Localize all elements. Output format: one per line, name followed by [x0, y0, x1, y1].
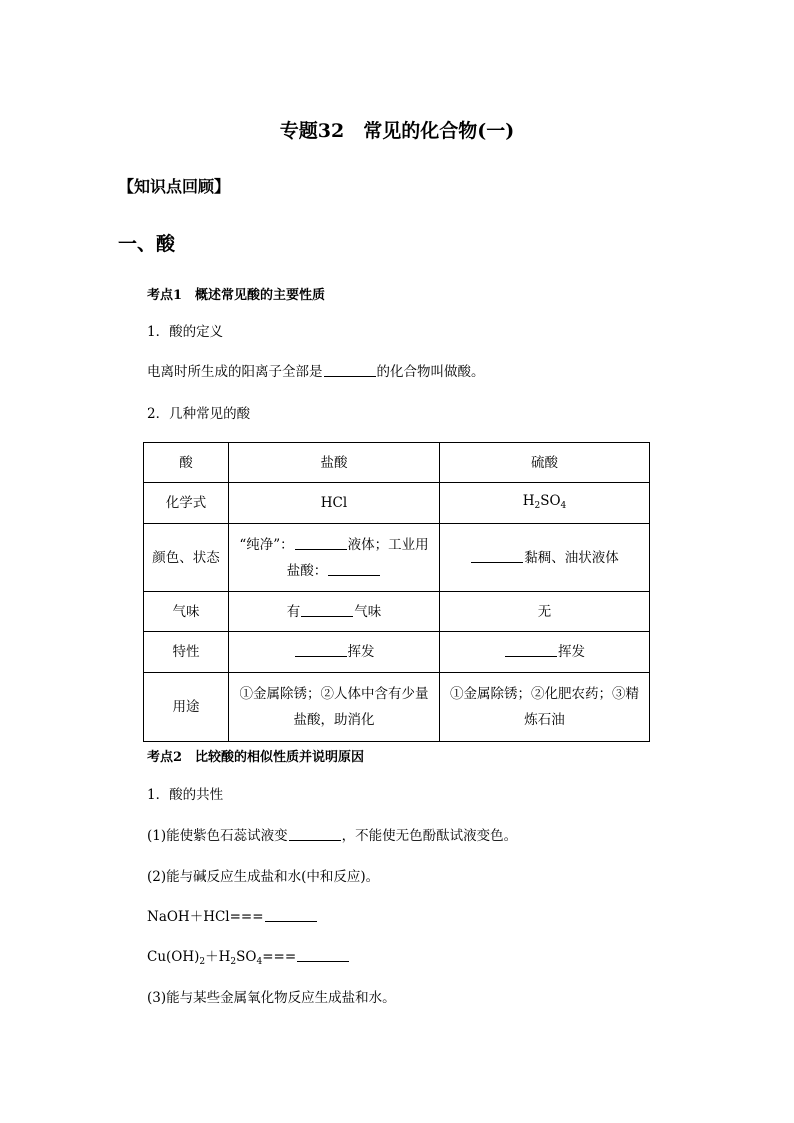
hcl-smell	[229, 592, 440, 632]
answer-blank[interactable]	[297, 949, 349, 962]
common-acids-heading: 2．几种常见的酸	[147, 406, 251, 422]
hcl-use-line: 盐酸，助消化	[293, 712, 375, 728]
hcl-formula: HCl	[229, 483, 440, 524]
hcl-color-text: “纯净”：	[239, 536, 294, 553]
use-label: 用途	[144, 673, 229, 742]
item-1-text: (1)能使紫色石蕊试液变	[147, 828, 288, 844]
section-heading-review: 【知识点回顾】	[118, 177, 231, 196]
table-row	[144, 524, 650, 592]
property-label: 特性	[144, 632, 229, 673]
equation-subscript: 4	[256, 957, 263, 967]
h2so4-color-state	[440, 524, 650, 592]
equation-part: SO	[236, 949, 257, 965]
table-row	[144, 632, 650, 673]
equation-part: ＋H	[205, 949, 231, 965]
answer-blank[interactable]	[265, 909, 317, 922]
equation-cuoh2-h2so4	[147, 945, 350, 967]
table-row	[144, 483, 650, 524]
equation-text: NaOH＋HCl===	[147, 909, 264, 925]
page-title: 专题32 常见的化合物(一)	[279, 120, 515, 142]
smell-label: 气味	[144, 592, 229, 632]
key-point-2-label: 考点2 比较酸的相似性质并说明原因	[147, 750, 365, 765]
h2so4-color-text: 黏稠、油状液体	[524, 549, 619, 566]
answer-blank[interactable]	[328, 563, 380, 576]
formula-part: H	[522, 492, 535, 509]
equation-part: ===	[262, 949, 297, 965]
section-heading-acid: 一、酸	[118, 233, 176, 255]
answer-blank[interactable]	[471, 550, 523, 563]
acid-definition-heading: 1．酸的定义	[147, 324, 224, 340]
answer-blank[interactable]	[289, 828, 341, 841]
header-h2so4: 硫酸	[440, 443, 650, 483]
formula-label: 化学式	[144, 483, 229, 524]
acid-comparison-table	[143, 442, 650, 742]
header-hcl: 盐酸	[229, 443, 440, 483]
h2so4-use-line: ①金属除锈；②化肥农药；③精	[450, 686, 639, 702]
answer-blank[interactable]	[505, 644, 557, 657]
h2so4-formula	[440, 483, 650, 524]
hcl-property	[229, 632, 440, 673]
hcl-color-text: 盐酸：	[286, 562, 328, 579]
answer-blank[interactable]	[295, 537, 347, 550]
key-point-1-label: 考点1 概述常见酸的主要性质	[147, 288, 326, 303]
equation-subscript: 2	[199, 957, 206, 967]
h2so4-property-text: 挥发	[558, 644, 585, 660]
header-acid: 酸	[144, 443, 229, 483]
equation-naoh-hcl	[147, 905, 318, 925]
hcl-property-text: 挥发	[347, 644, 375, 660]
answer-blank[interactable]	[295, 644, 347, 657]
formula-subscript: 4	[560, 500, 567, 511]
answer-blank[interactable]	[324, 364, 376, 377]
hcl-use	[229, 673, 440, 742]
hcl-use-line: ①金属除锈；②人体中含有少量	[239, 686, 429, 702]
hcl-smell-text: 有	[286, 603, 301, 620]
h2so4-property	[440, 632, 650, 673]
formula-part: SO	[540, 492, 561, 509]
definition-text-before: 电离时所生成的阳离子全部是	[147, 364, 323, 380]
equation-subscript: 2	[230, 957, 237, 967]
hcl-color-state	[229, 524, 440, 592]
hcl-color-text: 液体；工业用	[347, 536, 429, 553]
equation-part: Cu(OH)	[147, 949, 200, 965]
commonality-item-3: (3)能与某些金属氧化物反应生成盐和水。	[147, 990, 396, 1006]
answer-blank[interactable]	[301, 604, 353, 617]
acid-definition-text	[147, 360, 485, 380]
h2so4-smell: 无	[440, 592, 650, 632]
h2so4-use	[440, 673, 650, 742]
h2so4-use-line: 炼石油	[524, 712, 565, 728]
formula-subscript: 2	[534, 500, 541, 511]
table-row	[144, 592, 650, 632]
acid-commonality-heading: 1．酸的共性	[147, 787, 224, 803]
hcl-smell-text: 气味	[354, 603, 382, 620]
commonality-item-1	[147, 824, 517, 844]
table-row	[144, 443, 650, 483]
color-state-label: 颜色、状态	[144, 524, 229, 592]
table-row	[144, 673, 650, 742]
commonality-item-2: (2)能与碱反应生成盐和水(中和反应)。	[147, 869, 380, 885]
definition-text-after: 的化合物叫做酸。	[376, 364, 485, 380]
item-1-text: ，不能使无色酚酞试液变色。	[341, 828, 518, 844]
